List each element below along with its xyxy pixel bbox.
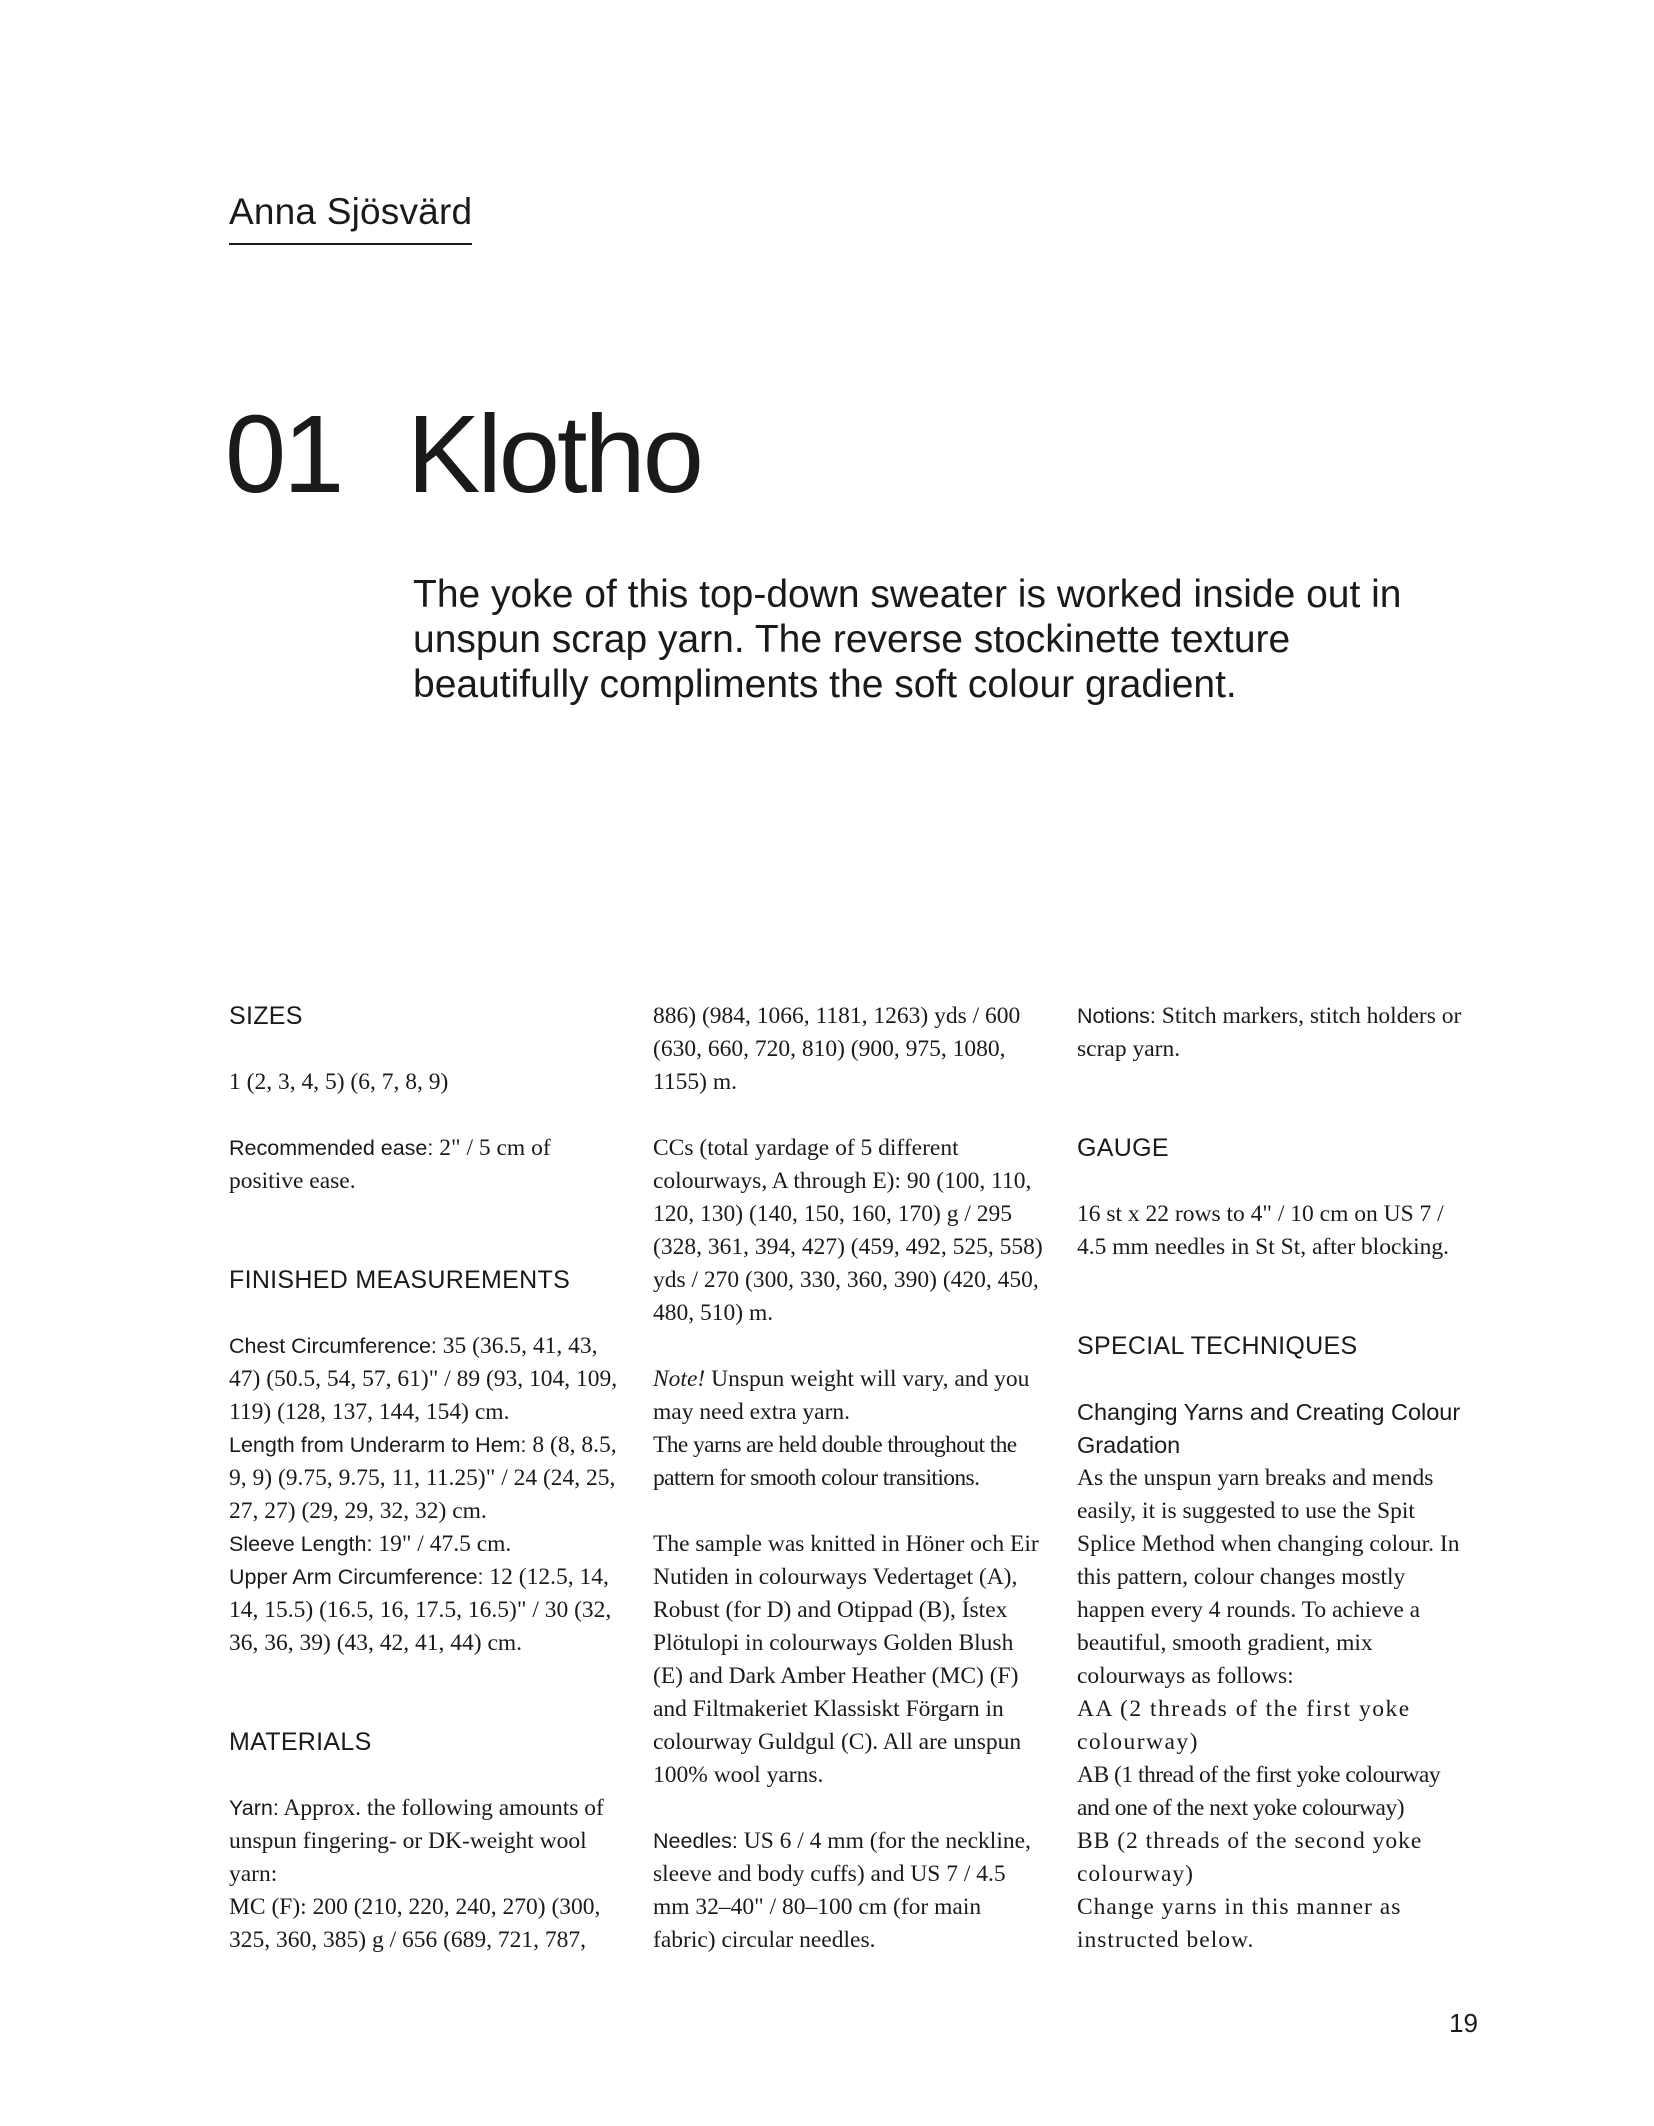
needles-text: US 6 / 4 mm (for the neckline, sleeve and body cuffs) and US 7 / 4.5 mm 32–40" / 80–100 cm (for main fabric) circular needles. xyxy=(653,1828,1031,1953)
column-1 xyxy=(229,1000,624,2023)
colourway-ab: AB (1 thread of the first yoke colourway and one of the next yoke colourway) xyxy=(1077,1762,1441,1821)
author-name: Anna Sjösvärd xyxy=(229,190,472,245)
change-yarns-instruction: Change yarns in this manner as instructed below. xyxy=(1077,1894,1402,1953)
gauge-heading: GAUGE xyxy=(1077,1134,1169,1162)
mc-yardage-continued: 886) (984, 1066, 1181, 1263) yds / 600 (630, 660, 720, 810) (900, 975, 1080, 1155) m. xyxy=(653,1003,1021,1095)
yarn-label: Yarn: xyxy=(229,1796,279,1820)
chest-text: 35 (36.5, 41, 43, 47) (50.5, 54, 57, 61)" / 89 (93, 104, 109, 119) (128, 137, 144, 154) cm. xyxy=(229,1333,618,1425)
column-2 xyxy=(653,1000,1048,1957)
yarn-note xyxy=(653,1363,1048,1429)
yarn-text: Approx. the following amounts of unspun fingering- or DK-weight wool yarn: xyxy=(229,1795,604,1887)
needles-label: Needles: xyxy=(653,1829,738,1853)
note-text: Unspun weight will vary, and you may need extra yarn. xyxy=(653,1366,1030,1425)
sleeve-text: 19" / 47.5 cm. xyxy=(372,1531,512,1557)
pattern-description: The yoke of this top-down sweater is worked inside out in unspun scrap yarn. The reverse stockinette texture beautifully compliments the soft colour gradient. xyxy=(413,573,1402,706)
special-techniques-heading: SPECIAL TECHNIQUES xyxy=(1077,1332,1358,1360)
pattern-number: 01 xyxy=(225,393,342,516)
sizes-heading: SIZES xyxy=(229,1002,303,1030)
notions-label: Notions: xyxy=(1077,1004,1156,1028)
page-number: 19 xyxy=(1449,2008,1478,2038)
finished-measurements-heading: FINISHED MEASUREMENTS xyxy=(229,1266,571,1294)
yarns-held-double: The yarns are held double throughout the pattern for smooth colour transitions. xyxy=(653,1432,1017,1491)
ease-label: Recommended ease: xyxy=(229,1136,434,1160)
gauge-text: 16 st x 22 rows to 4" / 10 cm on US 7 / 4.5 mm needles in St St, after blocking. xyxy=(1077,1201,1450,1260)
sizes-values: 1 (2, 3, 4, 5) (6, 7, 8, 9) xyxy=(229,1069,449,1095)
needles xyxy=(653,1825,1048,1957)
special-techniques-body: As the unspun yarn breaks and mends easily, it is suggested to use the Spit Splice Method when changing colour. In this pattern, colour changes mostly happen every 4 rounds. To achieve a beautiful, smooth gradient, mix colourways as follows: xyxy=(1077,1465,1460,1689)
colourway-bb: BB (2 threads of the second yoke colourway) xyxy=(1077,1828,1423,1887)
ease-text: 2" / 5 cm of positive ease. xyxy=(229,1135,551,1194)
column-3 xyxy=(1077,1000,1477,1957)
length-underarm-to-hem xyxy=(229,1429,624,1528)
sleeve-length xyxy=(229,1528,624,1561)
yarn-amounts xyxy=(229,1792,624,1891)
special-techniques-subheading: Changing Yarns and Creating Colour Gradation xyxy=(1077,1399,1461,1458)
chest-label: Chest Circumference: xyxy=(229,1334,437,1358)
pattern-name: Klotho xyxy=(407,393,701,516)
mc-yardage: MC (F): 200 (210, 220, 240, 270) (300, 325, 360, 385) g / 656 (689, 721, 787, xyxy=(229,1894,601,1953)
materials-heading: MATERIALS xyxy=(229,1728,372,1756)
upper-arm-text: 12 (12.5, 14, 14, 15.5) (16.5, 16, 17.5, 16.5)" / 30 (32, 36, 36, 39) (43, 42, 41, 44) cm. xyxy=(229,1564,612,1656)
sleeve-label: Sleeve Length: xyxy=(229,1532,373,1556)
colourway-aa: AA (2 threads of the first yoke colourway) xyxy=(1077,1696,1411,1755)
length-text: 8 (8, 8.5, 9, 9) (9.75, 9.75, 11, 11.25)" / 24 (24, 25, 27, 27) (29, 29, 32, 32) cm. xyxy=(229,1432,617,1524)
note-label: Note! xyxy=(653,1366,706,1392)
sample-yarns: The sample was knitted in Höner och Eir Nutiden in colourways Vedertaget (A), Robust (for D) and Otippad (B), Ístex Plötulopi in colourways Golden Blush (E) and Dark Amber Heather (MC) (F) and Filtmakeriet Klassiskt Förgarn in colourway Guldgul (C). All are unspun 100% wool yarns. xyxy=(653,1531,1039,1788)
chest-circumference xyxy=(229,1330,624,1429)
notions xyxy=(1077,1000,1477,1066)
upper-arm-circumference xyxy=(229,1561,624,1660)
length-label: Length from Underarm to Hem: xyxy=(229,1433,527,1457)
upper-arm-label: Upper Arm Circumference: xyxy=(229,1565,484,1589)
notions-text: Stitch markers, stitch holders or scrap yarn. xyxy=(1077,1003,1462,1062)
cc-yardage: CCs (total yardage of 5 different colourways, A through E): 90 (100, 110, 120, 130) (140, 150, 160, 170) g / 295 (328, 361, 394, 427) (459, 492, 525, 558) yds / 270 (300, 330, 360, 390) (420, 450, 480, 510) m. xyxy=(653,1135,1043,1326)
recommended-ease xyxy=(229,1132,624,1198)
